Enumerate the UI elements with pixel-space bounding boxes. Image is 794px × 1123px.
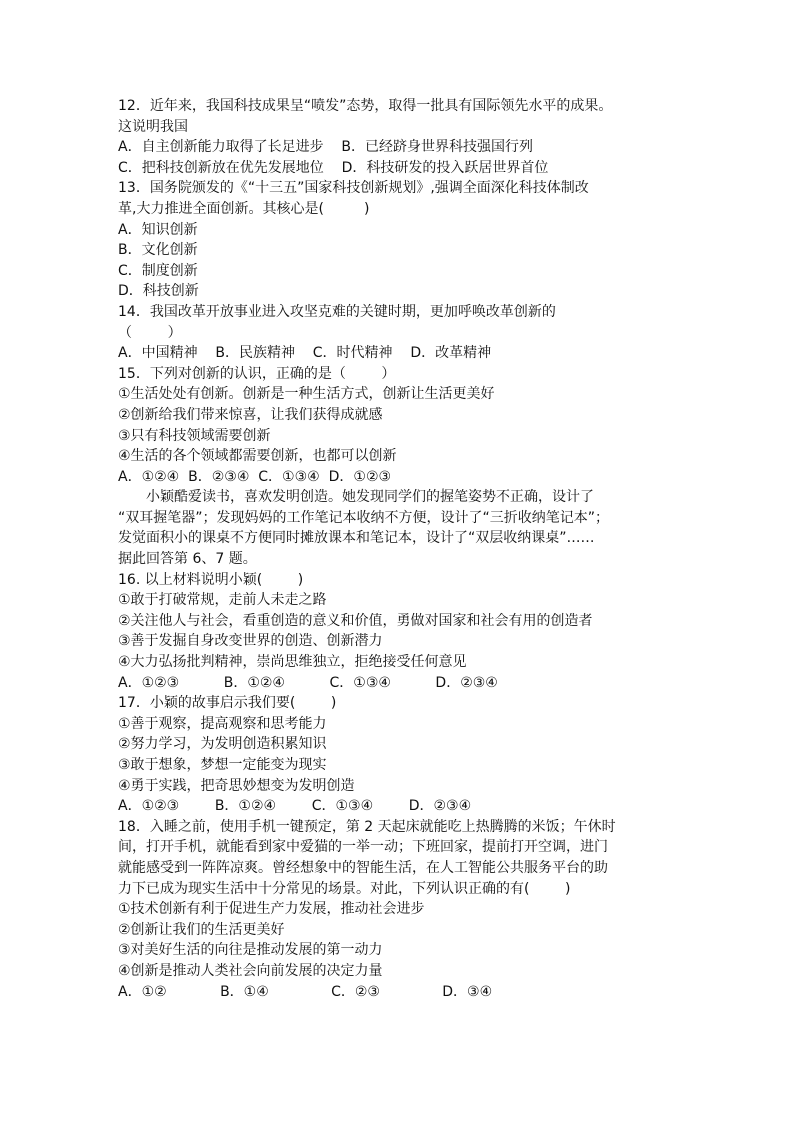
question-18-stem-line-3: 就能感受到一阵阵凉爽。曾经想象中的智能生活，在人工智能公共服务平台的助 (118, 859, 608, 876)
question-17 (118, 693, 678, 817)
question-16-statement-3: ③善于发掘自身改变世界的创造、创新潜力 (118, 633, 383, 650)
question-15-statement-3: ③只有科技领域需要创新 (118, 427, 271, 444)
question-13-option-a: A．知识创新 (118, 221, 198, 238)
reading-material (118, 487, 678, 569)
question-16 (118, 570, 678, 694)
material-line-3: 发觉面积小的课桌不方便同时摊放课本和笔记本，设计了“双层收纳课桌”…… (118, 530, 595, 547)
question-12-stem-line-2: 这说明我国 (118, 118, 188, 135)
question-13-option-c: C．制度创新 (118, 262, 198, 279)
question-18-stem-line-2: 间，打开手机，就能看到家中爱猫的一举一动；下班回家，提前打开空调，进门 (118, 839, 608, 856)
material-line-1: 小颖酷爱读书，喜欢发明创造。她发现同学们的握笔姿势不正确，设计了 (146, 489, 594, 506)
question-14-stem-line-1: 14．我国改革开放事业进入攻坚克难的关键时期，更加呼唤改革创新的 (118, 303, 556, 320)
question-12-stem-line-1: 12．近年来，我国科技成果呈“喷发”态势，取得一批具有国际领先水平的成果。 (118, 98, 613, 114)
question-18-statement-4: ④创新是推动人类社会向前发展的决定力量 (118, 962, 383, 979)
question-14-options: A．中国精神 B．民族精神 C．时代精神 D．改革精神 (118, 345, 492, 362)
question-17-options: A．①②③ B．①②④ C．①③④ D．②③④ (118, 798, 472, 815)
document-page (118, 96, 678, 1002)
question-15 (118, 364, 678, 488)
question-17-stem: 17．小颖的故事启示我们要( ) (118, 695, 337, 712)
question-16-stem: 16. 以上材料说明小颖( ) (118, 571, 304, 588)
question-14 (118, 302, 678, 364)
material-line-4: 据此回答第 6、7 题。 (118, 551, 257, 568)
question-18-statement-1: ①技术创新有利于促进生产力发展，推动社会进步 (118, 901, 425, 918)
question-15-statement-4: ④生活的各个领域都需要创新，也都可以创新 (118, 448, 397, 465)
question-12 (118, 96, 678, 178)
question-15-statement-2: ②创新给我们带来惊喜，让我们获得成就感 (118, 406, 383, 423)
question-13-option-b: B．文化创新 (118, 242, 198, 259)
question-18-statement-3: ③对美好生活的向往是推动发展的第一动力 (118, 942, 383, 959)
question-18-stem-line-4: 力下已成为现实生活中十分常见的场景。对此，下列认识正确的有( ) (118, 880, 571, 897)
question-16-statement-1: ①敢于打破常规，走前人未走之路 (118, 592, 327, 609)
question-15-statement-1: ①生活处处有创新。创新是一种生活方式，创新让生活更美好 (118, 386, 495, 403)
question-17-statement-1: ①善于观察，提高观察和思考能力 (118, 715, 327, 732)
question-17-statement-2: ②努力学习，为发明创造积累知识 (118, 736, 327, 753)
question-16-statement-4: ④大力弘扬批判精神，崇尚思维独立，拒绝接受任何意见 (118, 654, 467, 671)
question-15-options: A．①②④ B．②③④ C．①③④ D．①②③ (118, 468, 392, 485)
question-13-stem-line-1: 13．国务院颁发的《“十三五”国家科技创新规划》,强调全面深化科技体制改 (118, 180, 589, 197)
question-16-options: A．①②③ B．①②④ C．①③④ D．②③④ (118, 674, 498, 691)
question-18-options: A．①② B．①④ C．②③ D．③④ (118, 983, 493, 1000)
question-13-option-d: D．科技创新 (118, 283, 199, 300)
question-15-stem: 15．下列对创新的认识，正确的是（ ） (118, 365, 396, 382)
question-18-statement-2: ②创新让我们的生活更美好 (118, 921, 285, 938)
question-12-options-cd: C．把科技创新放在优先发展地位 D．科技研发的投入跃居世界首位 (118, 159, 549, 176)
question-13 (118, 178, 678, 302)
material-line-2: “双耳握笔器”；发现妈妈的工作笔记本收纳不方便，设计了“三折收纳笔记本”； (118, 509, 610, 526)
question-14-stem-line-2: （ ） (118, 324, 182, 341)
question-18-stem-line-1: 18．入睡之前，使用手机一键预定，第 2 天起床就能吃上热腾腾的米饭；午休时 (118, 818, 616, 835)
question-12-options-ab: A．自主创新能力取得了长足进步 B．已经跻身世界科技强国行列 (118, 139, 533, 156)
question-13-stem-line-2: 革,大力推进全面创新。其核心是( ) (118, 200, 370, 217)
question-17-statement-3: ③敢于想象，梦想一定能变为现实 (118, 757, 327, 773)
question-17-statement-4: ④勇于实践，把奇思妙想变为发明创造 (118, 777, 355, 794)
question-16-statement-2: ②关注他人与社会，看重创造的意义和价值，勇做对国家和社会有用的创造者 (118, 612, 593, 629)
question-18 (118, 817, 678, 1002)
